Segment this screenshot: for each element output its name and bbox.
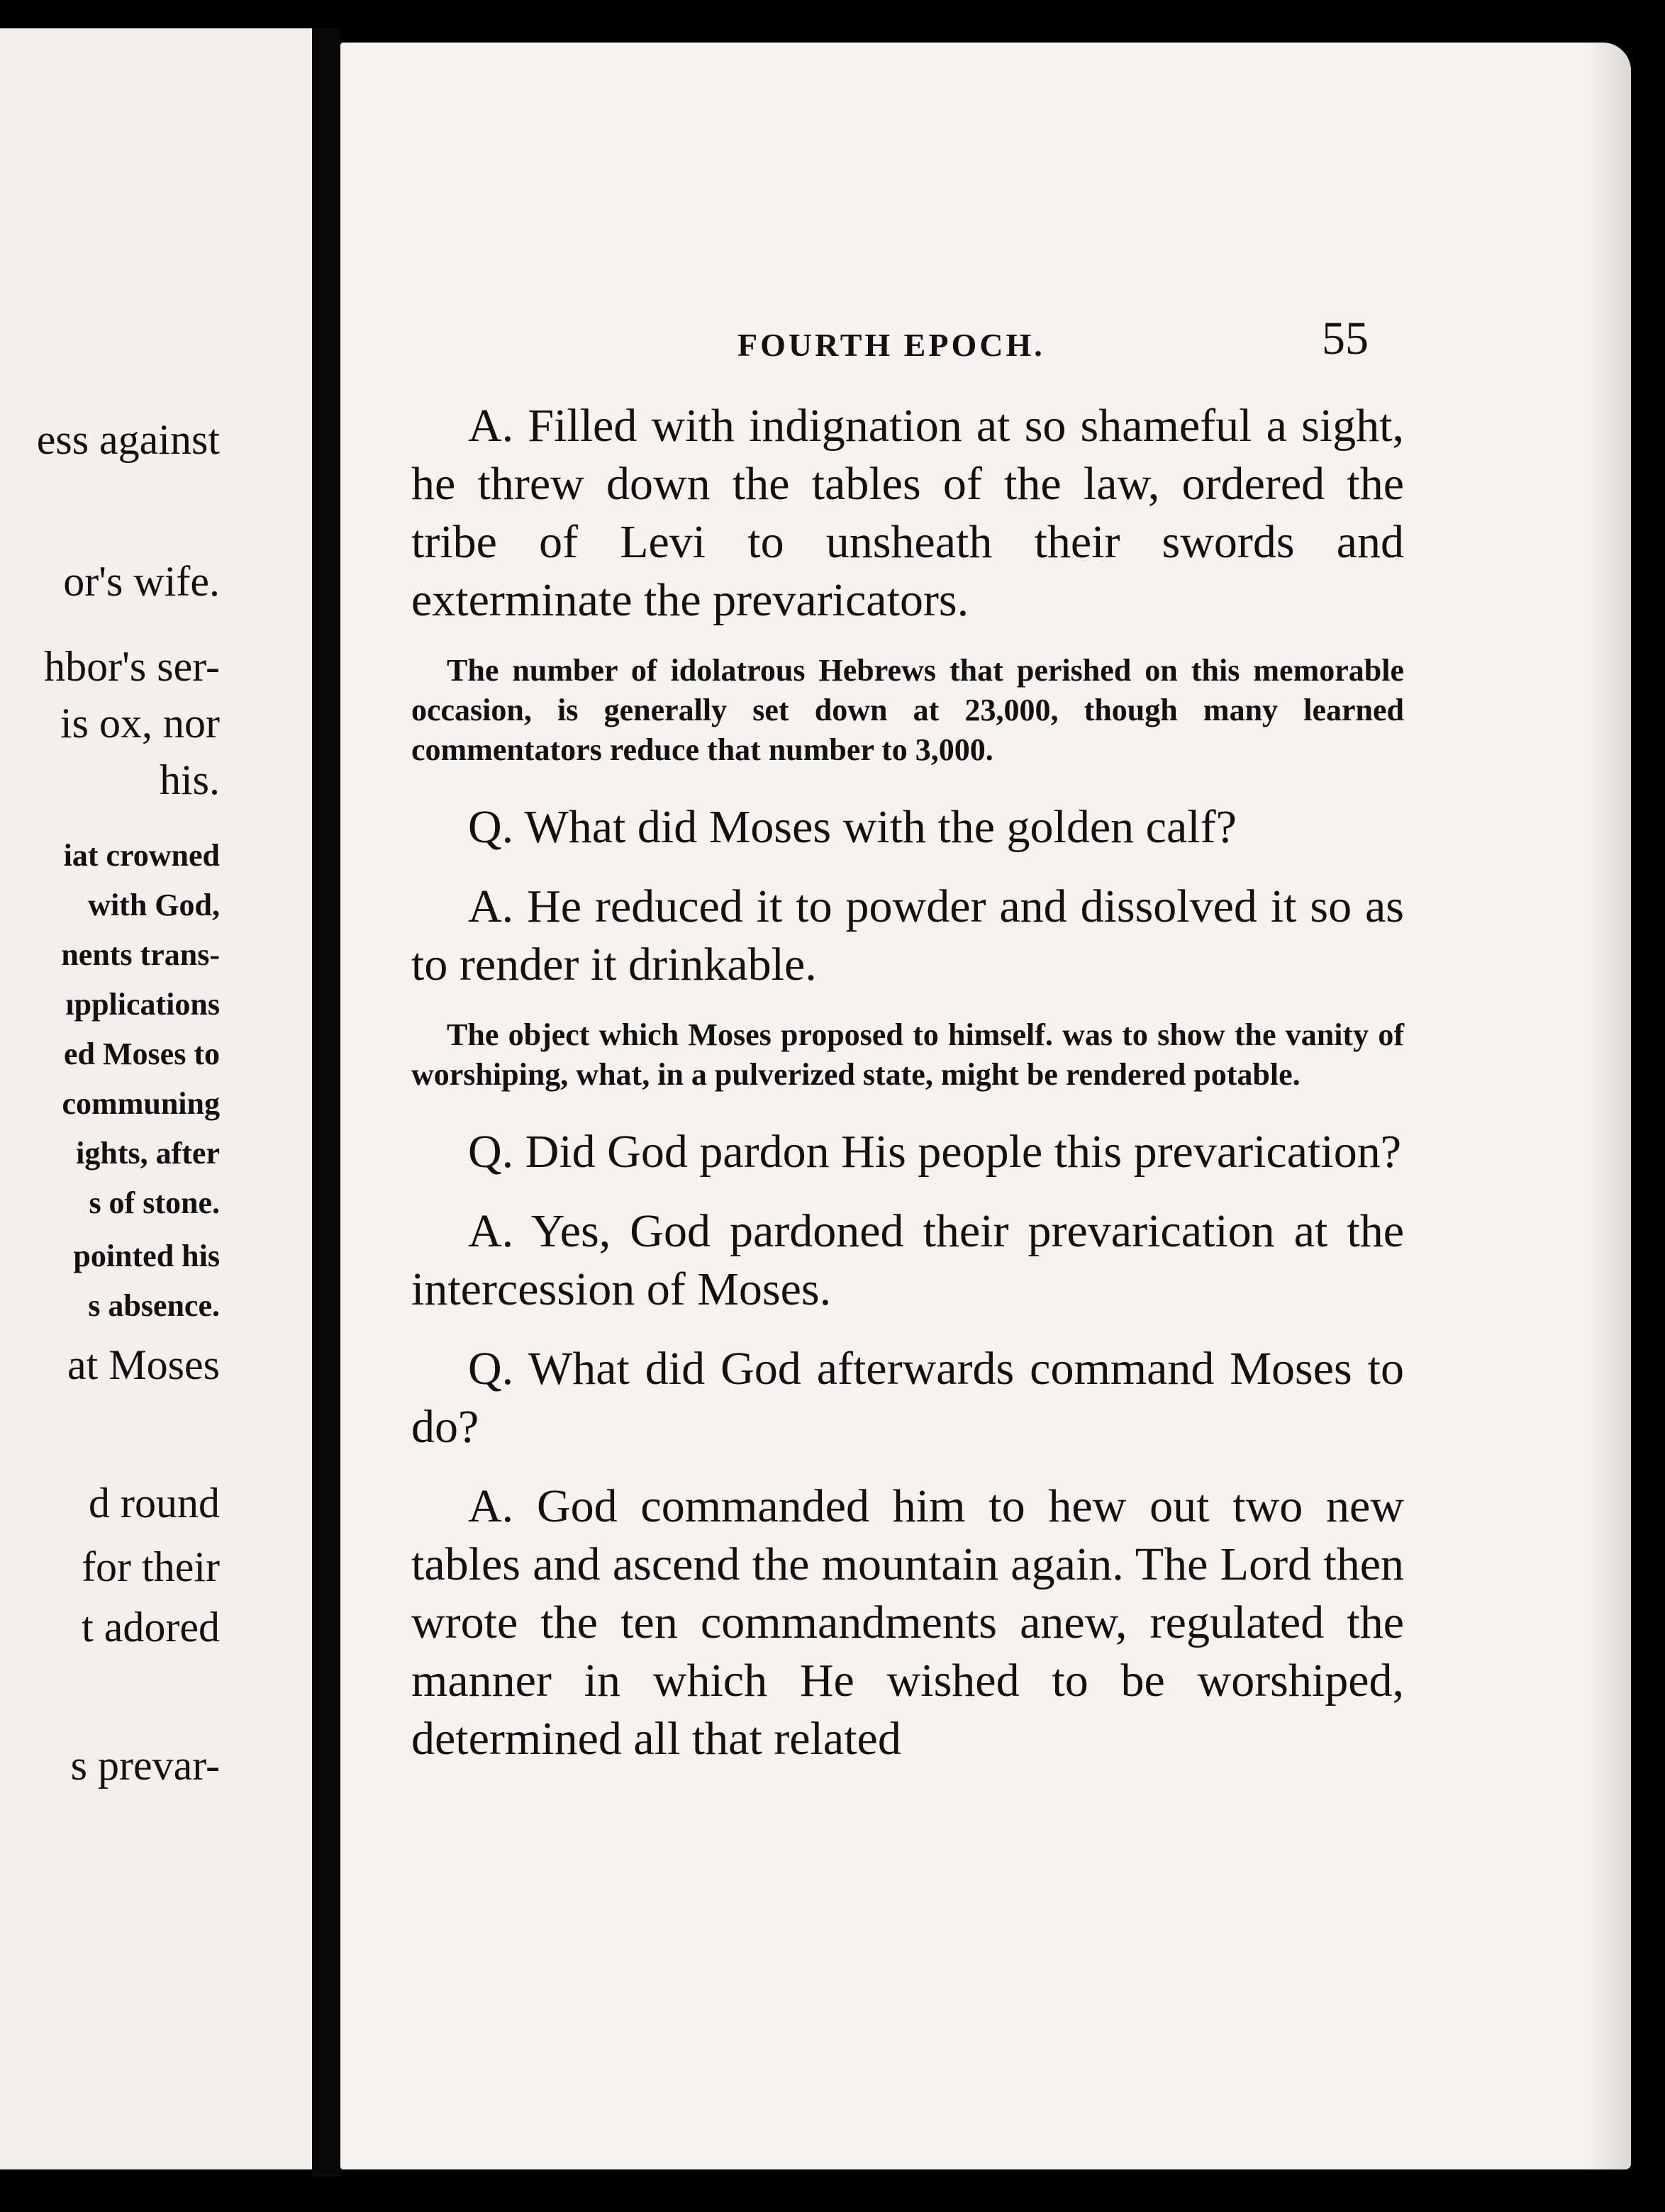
running-header: FOURTH EPOCH.	[737, 327, 1045, 363]
book-page-right	[340, 43, 1631, 2169]
left-page-line: s absence.	[88, 1288, 220, 1323]
left-page-line: s prevar-	[70, 1742, 220, 1789]
facing-page-left	[0, 28, 312, 2169]
footnote-paragraph: The object which Moses proposed to himself. was to show the vanity of worshiping, what, in a pulverized state, might be rendered potable.	[411, 1017, 1404, 1092]
left-page-line: for their	[82, 1543, 220, 1590]
left-page-line: d round	[89, 1480, 220, 1526]
answer-paragraph: A. Filled with indignation at so shameful a sight, he threw down the tables of the law, ordered the tribe of Levi to unsheath their swords and exterminate the prevaricators.	[411, 400, 1404, 626]
question-paragraph: Q. What did Moses with the golden calf?	[468, 801, 1237, 853]
question-paragraph: Q. Did God pardon His people this prevarication?	[468, 1126, 1402, 1178]
page-edge-shadow	[1588, 43, 1631, 2169]
left-page-line: nents trans-	[61, 937, 220, 972]
left-page-line: ights, after	[76, 1136, 220, 1171]
question-paragraph: Q. What did God afterwards command Moses to do?	[411, 1343, 1404, 1453]
book-gutter	[312, 28, 340, 2177]
left-page-line: with God,	[88, 888, 220, 922]
answer-paragraph: A. Yes, God pardoned their prevarication at the intercession of Moses.	[411, 1205, 1404, 1315]
page-number: 55	[1322, 313, 1369, 364]
left-page-line: ed Moses to	[64, 1037, 220, 1071]
left-page-line: s of stone.	[89, 1185, 220, 1220]
left-page-line: at Moses	[67, 1341, 220, 1388]
left-page-line: t adored	[82, 1604, 220, 1650]
left-page-line: is ox, nor	[60, 700, 220, 747]
left-page-line: hbor's ser-	[44, 643, 220, 690]
answer-paragraph: A. God commanded him to hew out two new tables and ascend the mountain again. The Lord then wrote the ten commandments anew, regulated the manner in which He wished to be worshiped, determined all that related	[411, 1480, 1404, 1765]
left-page-line: his.	[159, 756, 220, 803]
left-page-line: or's wife.	[63, 558, 220, 605]
footnote-paragraph: The number of idolatrous Hebrews that perished on this memorable occasion, is generally set down at 23,000, though many learned commentators reduce that number to 3,000.	[411, 653, 1404, 767]
page-body	[411, 397, 1404, 1789]
left-page-line: ıpplications	[65, 987, 220, 1022]
left-page-line: pointed his	[73, 1239, 220, 1273]
left-page-line: communing	[62, 1086, 220, 1121]
answer-paragraph: A. He reduced it to powder and dissolved it so as to render it drinkable.	[411, 881, 1404, 990]
left-page-line: ess against	[36, 416, 220, 463]
left-page-line: iat crowned	[63, 838, 220, 873]
